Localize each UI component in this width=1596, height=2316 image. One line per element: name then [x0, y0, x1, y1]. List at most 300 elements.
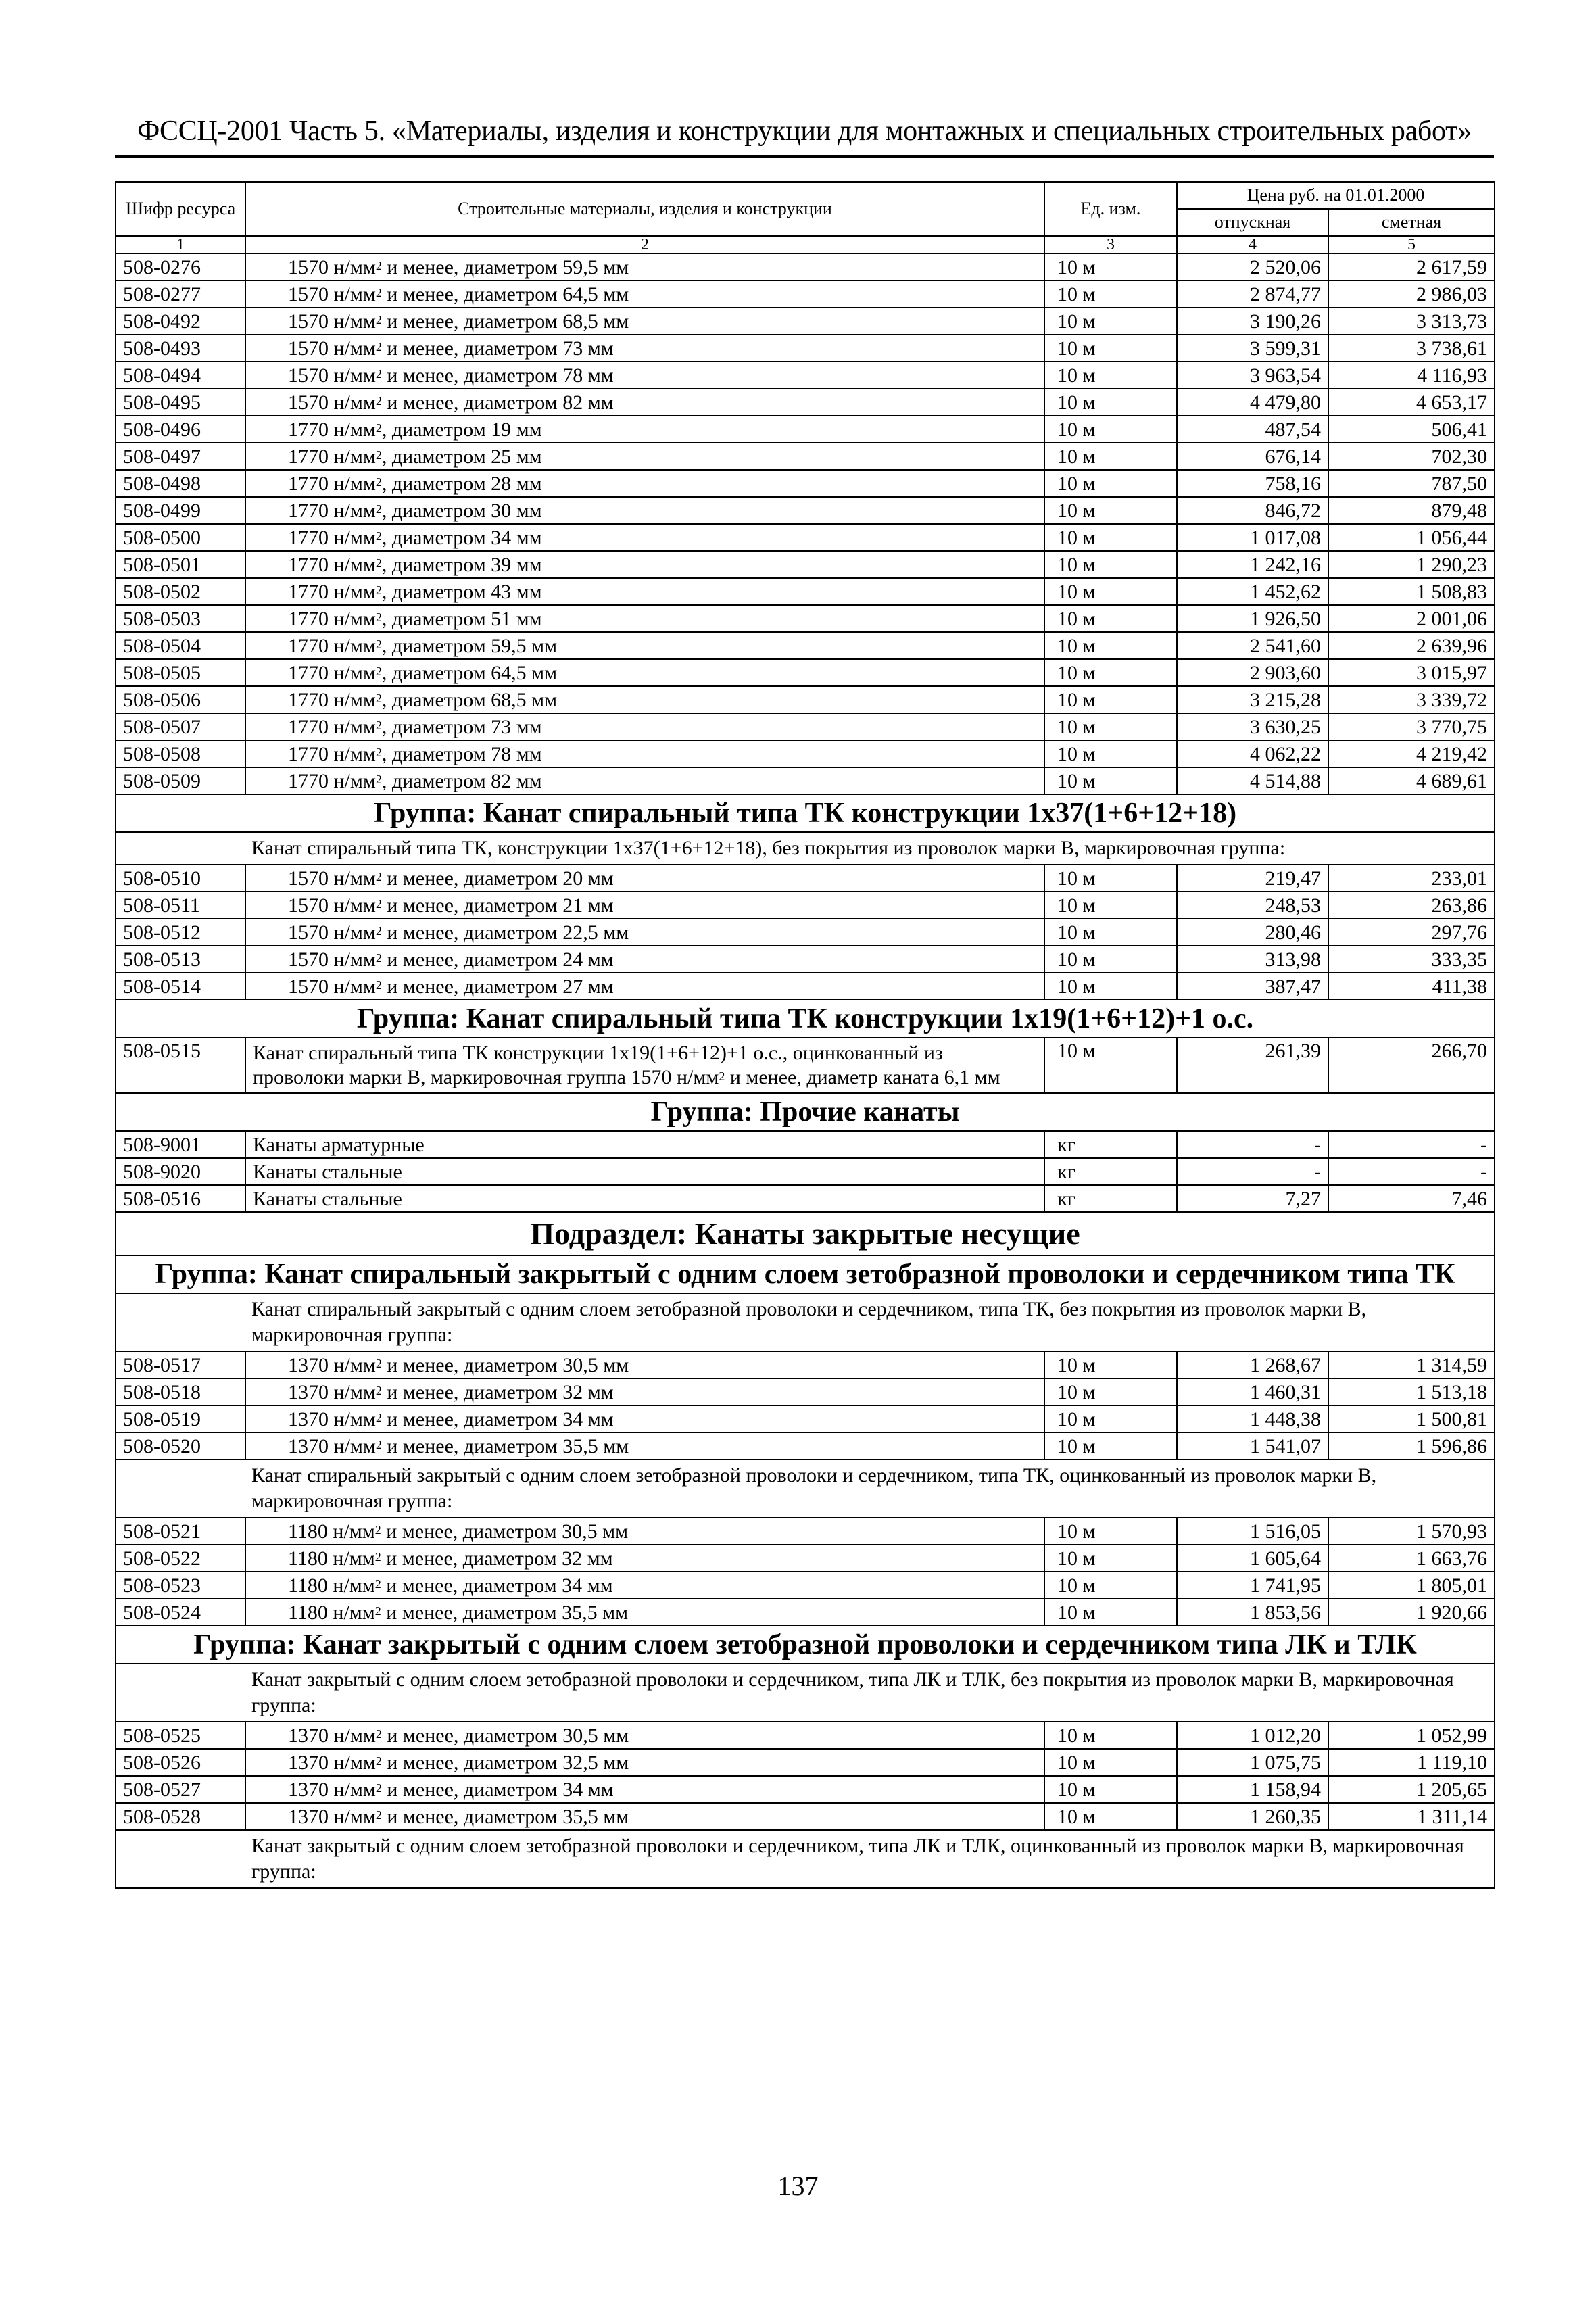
estimate-price: 411,38 [1328, 973, 1495, 1000]
material-detail: , диаметром 78 мм [381, 742, 542, 765]
estimate-price: 3 738,61 [1328, 335, 1495, 362]
material-name: Канаты стальные [245, 1185, 1044, 1212]
strength-value: 1180 н/мм [288, 1547, 375, 1570]
superscript: 2 [374, 1603, 381, 1618]
unit-of-measure: 10 м [1044, 973, 1177, 1000]
resource-code: 508-0512 [116, 919, 245, 946]
material-name [245, 497, 1044, 524]
material-detail: и менее, диаметром 34 мм [381, 1407, 614, 1430]
superscript: 2 [375, 258, 382, 272]
superscript: 2 [375, 312, 382, 327]
estimate-price: 1 663,76 [1328, 1545, 1495, 1572]
header-unit: Ед. изм. [1044, 182, 1177, 236]
table-row [116, 1378, 1495, 1405]
material-name [245, 281, 1044, 308]
release-price: 1 541,07 [1177, 1432, 1328, 1459]
resource-code: 508-0509 [116, 767, 245, 794]
release-price: 3 599,31 [1177, 335, 1328, 362]
superscript: 2 [375, 1356, 382, 1370]
material-name [245, 767, 1044, 794]
table-row [116, 1803, 1495, 1830]
resource-code: 508-0495 [116, 389, 245, 416]
superscript: 2 [375, 448, 382, 462]
estimate-price: - [1328, 1158, 1495, 1185]
subsection-title: Подраздел: Канаты закрытые несущие [116, 1212, 1495, 1255]
material-name [245, 524, 1044, 551]
material-detail: и менее, диаметром 32,5 мм [381, 1751, 629, 1774]
group-title: Группа: Канат спиральный закрытый с одним слоем зетобразной проволоки и сердечником типа ТК [116, 1255, 1495, 1293]
subsection-row [116, 1212, 1495, 1255]
material-detail: , диаметром 28 мм [381, 472, 542, 495]
material-name [245, 865, 1044, 892]
superscript: 2 [375, 556, 382, 570]
material-detail: и менее, диаметром 64,5 мм [381, 283, 629, 306]
strength-value: 1370 н/мм [288, 1353, 376, 1376]
superscript: 2 [375, 393, 382, 408]
resource-code: 508-0528 [116, 1803, 245, 1830]
material-name [245, 335, 1044, 362]
table-row [116, 713, 1495, 740]
resource-code: 508-0276 [116, 254, 245, 281]
page-number: 137 [777, 2171, 819, 2201]
resource-code: 508-0504 [116, 632, 245, 659]
material-name [245, 1599, 1044, 1626]
unit-of-measure: 10 м [1044, 1572, 1177, 1599]
material-name [245, 1518, 1044, 1545]
strength-value: 1180 н/мм [288, 1601, 375, 1624]
release-price: - [1177, 1158, 1328, 1185]
resource-code: 508-0493 [116, 335, 245, 362]
unit-of-measure: кг [1044, 1131, 1177, 1158]
resource-code: 508-0519 [116, 1405, 245, 1432]
material-name [245, 1572, 1044, 1599]
superscript: 2 [374, 1522, 381, 1537]
material-detail: и менее, диаметром 35,5 мм [381, 1601, 629, 1624]
group-note: Канат закрытый с одним слоем зетобразной проволоки и сердечником, типа ЛК и ТЛК, оцинкованный из проволок марки В, маркировочная группа: [116, 1830, 1495, 1888]
release-price: 3 630,25 [1177, 713, 1328, 740]
unit-of-measure: 10 м [1044, 254, 1177, 281]
release-price: 1 260,35 [1177, 1803, 1328, 1830]
material-name [245, 740, 1044, 767]
resource-code: 508-0500 [116, 524, 245, 551]
material-detail: , диаметром 30 мм [381, 499, 542, 522]
table-row [116, 973, 1495, 1000]
strength-value: 1770 н/мм [288, 661, 376, 684]
estimate-price: 4 653,17 [1328, 389, 1495, 416]
group-title: Группа: Прочие канаты [116, 1093, 1495, 1131]
unit-of-measure: 10 м [1044, 1518, 1177, 1545]
material-detail: и менее, диаметром 35,5 мм [381, 1805, 629, 1828]
material-detail: и менее, диаметром 21 мм [381, 894, 614, 917]
resource-code: 508-0511 [116, 892, 245, 919]
release-price: 3 190,26 [1177, 308, 1328, 335]
table-row [116, 1722, 1495, 1749]
resource-code: 508-9020 [116, 1158, 245, 1185]
release-price: 2 520,06 [1177, 254, 1328, 281]
material-name [245, 389, 1044, 416]
resource-code: 508-0514 [116, 973, 245, 1000]
resource-code: 508-0497 [116, 443, 245, 470]
unit-of-measure: 10 м [1044, 1749, 1177, 1776]
group-note-row [116, 1830, 1495, 1888]
table-row [116, 946, 1495, 973]
table-row [116, 524, 1495, 551]
estimate-price: 879,48 [1328, 497, 1495, 524]
table-row [116, 497, 1495, 524]
superscript: 2 [375, 1727, 382, 1741]
strength-value: 1770 н/мм [288, 634, 376, 657]
material-detail: , диаметром 68,5 мм [381, 688, 558, 711]
material-detail: , диаметром 82 мм [381, 769, 542, 792]
unit-of-measure: 10 м [1044, 308, 1177, 335]
strength-value: 1370 н/мм [288, 1407, 376, 1430]
release-price: 261,39 [1177, 1038, 1328, 1093]
release-price: 4 479,80 [1177, 389, 1328, 416]
resource-code: 508-0507 [116, 713, 245, 740]
unit-of-measure: 10 м [1044, 578, 1177, 605]
unit-of-measure: 10 м [1044, 659, 1177, 686]
unit-of-measure: кг [1044, 1158, 1177, 1185]
table-row [116, 335, 1495, 362]
header-price: Цена руб. на 01.01.2000 [1177, 182, 1495, 209]
resource-code: 508-0523 [116, 1572, 245, 1599]
resource-code: 508-0510 [116, 865, 245, 892]
release-price: 2 541,60 [1177, 632, 1328, 659]
material-detail: и менее, диаметром 78 мм [381, 364, 614, 387]
unit-of-measure: кг [1044, 1185, 1177, 1212]
release-price: 248,53 [1177, 892, 1328, 919]
superscript: 2 [375, 529, 382, 543]
resource-code: 508-0522 [116, 1545, 245, 1572]
group-title: Группа: Канат спиральный типа ТК конструкции 1х37(1+6+12+18) [116, 794, 1495, 832]
superscript: 2 [375, 1781, 382, 1795]
unit-of-measure: 10 м [1044, 1351, 1177, 1378]
superscript: 2 [719, 1069, 725, 1083]
strength-value: 1570 н/мм [288, 283, 376, 306]
strength-value: 1770 н/мм [288, 715, 376, 738]
estimate-price: 1 052,99 [1328, 1722, 1495, 1749]
unit-of-measure: 10 м [1044, 605, 1177, 632]
estimate-price: 1 570,93 [1328, 1518, 1495, 1545]
material-name [245, 919, 1044, 946]
material-name [245, 605, 1044, 632]
strength-value: 1770 н/мм [288, 526, 376, 549]
release-price: 846,72 [1177, 497, 1328, 524]
strength-value: 1570 н/мм [288, 256, 376, 279]
superscript: 2 [375, 502, 382, 516]
superscript: 2 [375, 978, 382, 992]
estimate-price: 2 617,59 [1328, 254, 1495, 281]
estimate-price: 4 689,61 [1328, 767, 1495, 794]
material-name [245, 308, 1044, 335]
strength-value: 1570 н/мм [288, 310, 376, 333]
estimate-price: 1 920,66 [1328, 1599, 1495, 1626]
strength-value: 1370 н/мм [288, 1751, 376, 1774]
table-row [116, 1185, 1495, 1212]
material-detail: , диаметром 59,5 мм [381, 634, 558, 657]
strength-value: 1570 н/мм [288, 364, 376, 387]
material-detail: , диаметром 19 мм [381, 418, 542, 441]
resource-code: 508-0499 [116, 497, 245, 524]
superscript: 2 [375, 718, 382, 732]
unit-of-measure: 10 м [1044, 497, 1177, 524]
unit-of-measure: 10 м [1044, 740, 1177, 767]
release-price: 387,47 [1177, 973, 1328, 1000]
estimate-price: 1 596,86 [1328, 1432, 1495, 1459]
superscript: 2 [375, 475, 382, 489]
release-price: 1 242,16 [1177, 551, 1328, 578]
estimate-price: 3 339,72 [1328, 686, 1495, 713]
estimate-price: 1 513,18 [1328, 1378, 1495, 1405]
estimate-price: 1 119,10 [1328, 1749, 1495, 1776]
group-note-row [116, 832, 1495, 865]
price-table-body [116, 182, 1495, 1888]
material-detail: и менее, диаметром 20 мм [381, 867, 614, 890]
group-header-row [116, 1093, 1495, 1131]
table-row [116, 1572, 1495, 1599]
material-name [245, 416, 1044, 443]
table-row [116, 578, 1495, 605]
superscript: 2 [375, 923, 382, 938]
table-row [116, 443, 1495, 470]
material-detail: , диаметром 64,5 мм [381, 661, 558, 684]
estimate-price: 1 056,44 [1328, 524, 1495, 551]
unit-of-measure: 10 м [1044, 1803, 1177, 1830]
material-name [245, 659, 1044, 686]
estimate-price: 4 219,42 [1328, 740, 1495, 767]
estimate-price: 506,41 [1328, 416, 1495, 443]
material-name [245, 551, 1044, 578]
material-name [245, 1803, 1044, 1830]
price-table [115, 181, 1495, 1889]
material-name: Канаты арматурные [245, 1131, 1044, 1158]
material-name [245, 1378, 1044, 1405]
unit-of-measure: 10 м [1044, 524, 1177, 551]
unit-of-measure: 10 м [1044, 686, 1177, 713]
resource-code: 508-0515 [116, 1038, 245, 1093]
unit-of-measure: 10 м [1044, 335, 1177, 362]
group-note-row [116, 1459, 1495, 1518]
resource-code: 508-0505 [116, 659, 245, 686]
table-row [116, 1599, 1495, 1626]
material-detail: и менее, диаметром 35,5 мм [381, 1434, 629, 1457]
header-code: Шифр ресурса [116, 182, 245, 236]
estimate-price: 1 508,83 [1328, 578, 1495, 605]
group-note-row [116, 1664, 1495, 1722]
unit-of-measure: 10 м [1044, 946, 1177, 973]
group-note: Канат закрытый с одним слоем зетобразной проволоки и сердечником, типа ЛК и ТЛК, без покрытия из проволок марки В, маркировочная группа: [116, 1664, 1495, 1722]
superscript: 2 [375, 610, 382, 624]
resource-code: 508-0508 [116, 740, 245, 767]
material-name [245, 470, 1044, 497]
release-price: 2 874,77 [1177, 281, 1328, 308]
strength-value: 1180 н/мм [288, 1520, 375, 1543]
release-price: 4 514,88 [1177, 767, 1328, 794]
group-header-row [116, 1626, 1495, 1664]
release-price: 1 158,94 [1177, 1776, 1328, 1803]
unit-of-measure: 10 м [1044, 1405, 1177, 1432]
strength-value: 1570 н/мм [288, 948, 376, 971]
group-note: Канат спиральный типа ТК, конструкции 1х37(1+6+12+18), без покрытия из проволок марки В, маркировочная группа: [116, 832, 1495, 865]
material-name [245, 1351, 1044, 1378]
resource-code: 508-0518 [116, 1378, 245, 1405]
unit-of-measure: 10 м [1044, 443, 1177, 470]
estimate-price: 702,30 [1328, 443, 1495, 470]
strength-value: 1180 н/мм [288, 1574, 375, 1597]
material-detail: и менее, диаметр каната 6,1 мм [725, 1066, 1000, 1088]
column-number: 3 [1044, 236, 1177, 254]
table-row [116, 632, 1495, 659]
resource-code: 508-0521 [116, 1518, 245, 1545]
estimate-price: 787,50 [1328, 470, 1495, 497]
table-row [116, 1545, 1495, 1572]
table-row [116, 470, 1495, 497]
unit-of-measure: 10 м [1044, 1599, 1177, 1626]
strength-value: 1770 н/мм [288, 607, 376, 630]
superscript: 2 [375, 1754, 382, 1768]
table-row [116, 919, 1495, 946]
table-row [116, 1351, 1495, 1378]
column-number: 5 [1328, 236, 1495, 254]
superscript: 2 [375, 664, 382, 678]
release-price: 1 012,20 [1177, 1722, 1328, 1749]
release-price: 1 516,05 [1177, 1518, 1328, 1545]
superscript: 2 [375, 1383, 382, 1397]
group-title: Группа: Канат закрытый с одним слоем зетобразной проволоки и сердечником типа ЛК и ТЛК [116, 1626, 1495, 1664]
unit-of-measure: 10 м [1044, 865, 1177, 892]
resource-code: 508-0501 [116, 551, 245, 578]
release-price: 1 460,31 [1177, 1378, 1328, 1405]
material-detail: и менее, диаметром 22,5 мм [381, 921, 629, 944]
estimate-price: 3 313,73 [1328, 308, 1495, 335]
estimate-price: 1 290,23 [1328, 551, 1495, 578]
strength-value: 1370 н/мм [288, 1805, 376, 1828]
material-name [245, 946, 1044, 973]
release-price: 1 075,75 [1177, 1749, 1328, 1776]
release-price: 3 963,54 [1177, 362, 1328, 389]
estimate-price: 2 986,03 [1328, 281, 1495, 308]
table-row [116, 281, 1495, 308]
material-name [245, 632, 1044, 659]
unit-of-measure: 10 м [1044, 551, 1177, 578]
superscript: 2 [375, 869, 382, 884]
material-detail: и менее, диаметром 73 мм [381, 337, 614, 360]
release-price: 3 215,28 [1177, 686, 1328, 713]
estimate-price: 4 116,93 [1328, 362, 1495, 389]
header-release-price: отпускная [1177, 209, 1328, 236]
strength-value: 1370 н/мм [288, 1380, 376, 1403]
table-row [116, 1405, 1495, 1432]
strength-value: 1770 н/мм [288, 742, 376, 765]
material-detail: и менее, диаметром 30,5 мм [381, 1353, 629, 1376]
unit-of-measure: 10 м [1044, 1432, 1177, 1459]
header-rule [115, 155, 1494, 158]
table-row [116, 892, 1495, 919]
superscript: 2 [375, 637, 382, 651]
superscript: 2 [375, 896, 382, 911]
table-row [116, 659, 1495, 686]
material-name: Канаты стальные [245, 1158, 1044, 1185]
release-price: 219,47 [1177, 865, 1328, 892]
table-row [116, 1038, 1495, 1093]
table-row [116, 1749, 1495, 1776]
release-price: 1 268,67 [1177, 1351, 1328, 1378]
material-name [245, 892, 1044, 919]
release-price: 1 017,08 [1177, 524, 1328, 551]
strength-value: 1770 н/мм [288, 580, 376, 603]
estimate-price: - [1328, 1131, 1495, 1158]
column-number: 1 [116, 236, 245, 254]
strength-value: 1770 н/мм [288, 472, 376, 495]
release-price: 676,14 [1177, 443, 1328, 470]
release-price: 1 452,62 [1177, 578, 1328, 605]
material-detail: и менее, диаметром 59,5 мм [381, 256, 629, 279]
estimate-price: 2 639,96 [1328, 632, 1495, 659]
strength-value: 1770 н/мм [288, 499, 376, 522]
unit-of-measure: 10 м [1044, 713, 1177, 740]
estimate-price: 297,76 [1328, 919, 1495, 946]
strength-value: 1770 н/мм [288, 445, 376, 468]
material-name [245, 362, 1044, 389]
table-row [116, 1131, 1495, 1158]
unit-of-measure: 10 м [1044, 362, 1177, 389]
unit-of-measure: 10 м [1044, 416, 1177, 443]
material-name [245, 1749, 1044, 1776]
superscript: 2 [375, 1410, 382, 1424]
strength-value: 1370 н/мм [288, 1778, 376, 1801]
estimate-price: 3 770,75 [1328, 713, 1495, 740]
material-name [245, 973, 1044, 1000]
estimate-price: 1 205,65 [1328, 1776, 1495, 1803]
material-detail: и менее, диаметром 30,5 мм [381, 1724, 629, 1747]
estimate-price: 1 500,81 [1328, 1405, 1495, 1432]
table-row [116, 416, 1495, 443]
group-note: Канат спиральный закрытый с одним слоем зетобразной проволоки и сердечником, типа ТК, оцинкованный из проволок марки В, маркировочная группа: [116, 1459, 1495, 1518]
resource-code: 508-0498 [116, 470, 245, 497]
strength-value: 1770 н/мм [288, 769, 376, 792]
resource-code: 508-0506 [116, 686, 245, 713]
strength-value: 1570 н/мм [288, 337, 376, 360]
unit-of-measure: 10 м [1044, 281, 1177, 308]
superscript: 2 [375, 366, 382, 381]
material-detail: , диаметром 51 мм [381, 607, 542, 630]
group-header-row [116, 794, 1495, 832]
resource-code: 508-0517 [116, 1351, 245, 1378]
material-name [245, 1545, 1044, 1572]
resource-code: 508-0496 [116, 416, 245, 443]
material-detail: , диаметром 34 мм [381, 526, 542, 549]
group-note: Канат спиральный закрытый с одним слоем зетобразной проволоки и сердечником, типа ТК, без покрытия из проволок марки В, маркировочная группа: [116, 1293, 1495, 1351]
table-row [116, 1776, 1495, 1803]
superscript: 2 [375, 420, 382, 435]
resource-code: 508-0513 [116, 946, 245, 973]
material-detail: , диаметром 73 мм [381, 715, 542, 738]
strength-value: 1770 н/мм [288, 418, 376, 441]
unit-of-measure: 10 м [1044, 1722, 1177, 1749]
superscript: 2 [375, 583, 382, 597]
table-row [116, 254, 1495, 281]
material-detail: и менее, диаметром 27 мм [381, 975, 614, 998]
material-name [245, 578, 1044, 605]
material-name [245, 1432, 1044, 1459]
header-estimate-price: сметная [1328, 209, 1495, 236]
estimate-price: 233,01 [1328, 865, 1495, 892]
superscript: 2 [374, 1549, 381, 1564]
material-name [245, 254, 1044, 281]
release-price: - [1177, 1131, 1328, 1158]
superscript: 2 [375, 1437, 382, 1451]
material-name [245, 1776, 1044, 1803]
